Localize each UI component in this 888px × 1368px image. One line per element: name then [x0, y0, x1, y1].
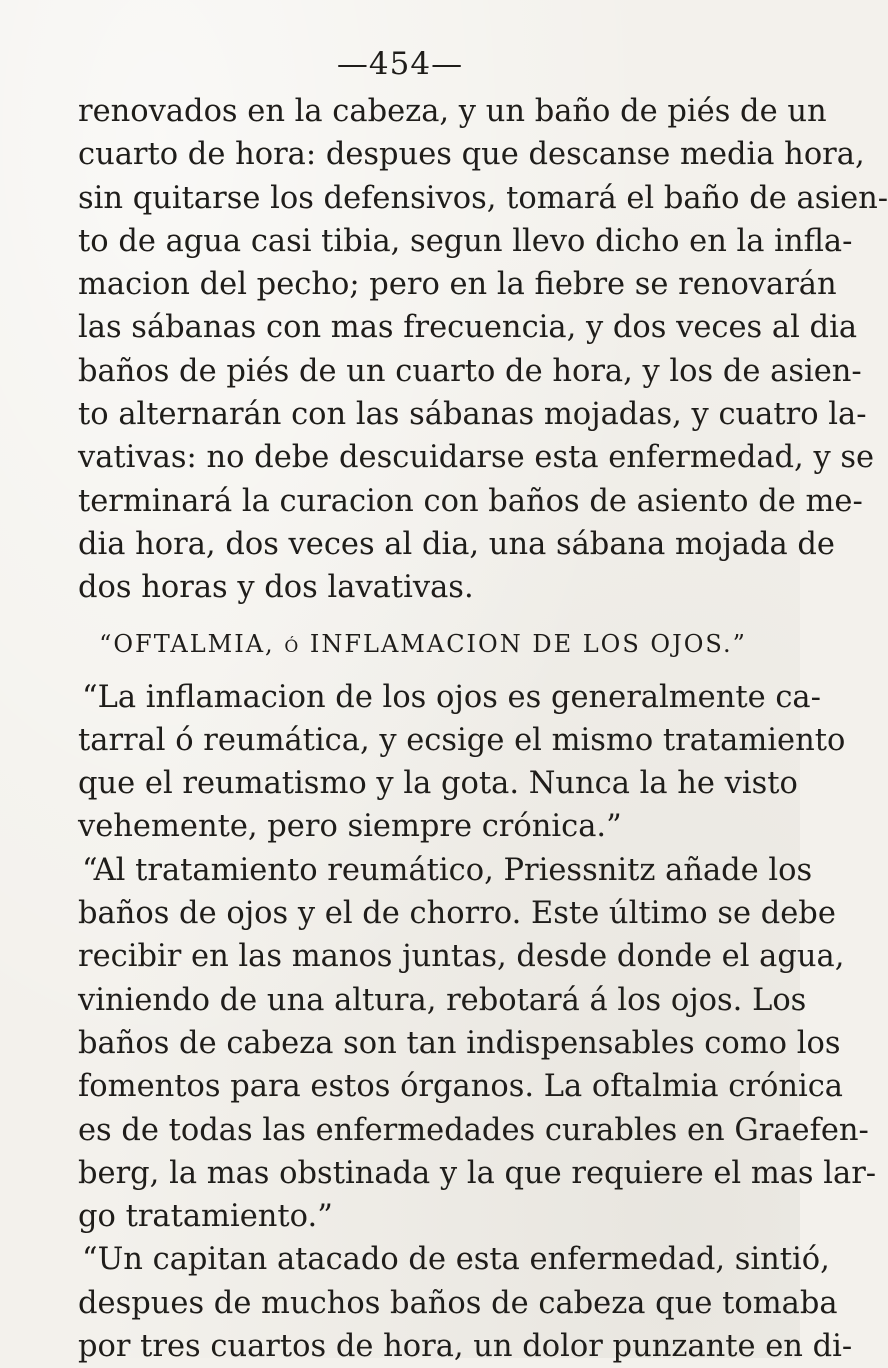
text-line: dia hora, dos veces al dia, una sábana mojada de	[78, 526, 835, 562]
text-line: terminará la curacion con baños de asiento de me-	[78, 483, 863, 519]
text-line: baños de ojos y el de chorro. Este último se debe	[78, 896, 836, 932]
page-text	[78, 90, 888, 1368]
text-line: las sábanas con mas frecuencia, y dos veces al dia	[78, 310, 858, 346]
text-line: renovados en la cabeza, y un baño de piés de un	[78, 94, 827, 129]
text-line: baños de piés de un cuarto de hora, y los de asien-	[78, 353, 862, 389]
text-line: por tres cuartos de hora, un dolor punzante en di-	[78, 1329, 853, 1365]
text-line: tarral ó reumática, y ecsige el mismo tratamiento	[78, 722, 846, 758]
text-line: macion del pecho; pero en la fiebre se renovarán	[78, 267, 837, 303]
text-line: dos horas y dos lavativas.	[78, 570, 474, 606]
text-line: que el reumatismo y la gota. Nunca la he visto	[78, 766, 798, 802]
text-line: “Un capitan atacado de esta enfermedad, sintió,	[82, 1242, 830, 1278]
text-line: vativas: no debe descuidarse esta enfermedad, y se	[78, 440, 875, 476]
text-line: es de todas las enfermedades curables en Graefen-	[78, 1112, 869, 1148]
text-line: vehemente, pero siempre crónica.”	[78, 809, 622, 845]
text-line: recibir en las manos juntas, desde donde el agua,	[78, 939, 845, 975]
text-line: to de agua casi tibia, segun llevo dicho en la infla-	[78, 223, 853, 259]
text-line: sin quitarse los defensivos, tomará el baño de asien-	[78, 180, 888, 216]
text-line: berg, la mas obstinada y la que requiere el mas lar-	[78, 1155, 877, 1191]
section-heading: “OFTALMIA, ó INFLAMACION DE LOS OJOS.”	[99, 629, 747, 658]
text-line: “La inflamacion de los ojos es generalmente ca-	[82, 679, 821, 715]
text-line: go tratamiento.”	[78, 1199, 333, 1235]
text-line: despues de muchos baños de cabeza que tomaba	[78, 1285, 838, 1321]
text-line: baños de cabeza son tan indispensables como los	[78, 1025, 841, 1061]
text-line: to alternarán con las sábanas mojadas, y cuatro la-	[78, 397, 867, 433]
text-line: cuarto de hora: despues que descanse media hora,	[78, 137, 865, 173]
text-line: “Al tratamiento reumático, Priessnitz añade los	[82, 852, 813, 888]
text-line: viniendo de una altura, rebotará á los ojos. Los	[78, 982, 807, 1018]
text-line: fomentos para estos órganos. La oftalmia crónica	[78, 1069, 843, 1105]
page-number: —454—	[336, 46, 464, 82]
